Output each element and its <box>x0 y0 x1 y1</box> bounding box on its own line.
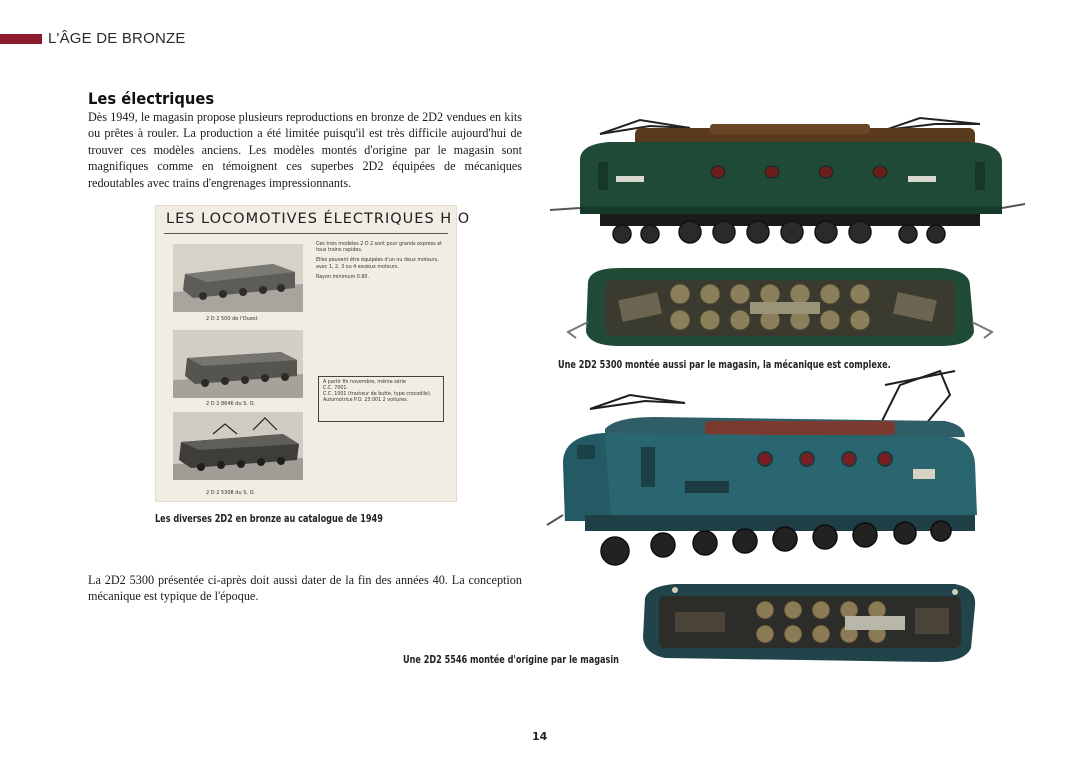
green-locomotive-caption: Une 2D2 5300 montée aussi par le magasin, la mécanique est complexe. <box>558 359 891 371</box>
teal-locomotive-underside-photo <box>635 578 985 666</box>
catalogue-announcement-box <box>318 376 444 422</box>
green-locomotive-underside-photo <box>560 262 1000 354</box>
teal-locomotive-photo <box>545 365 995 575</box>
catalogue-title: LES LOCOMOTIVES ÉLECTRIQUES H O <box>166 211 471 227</box>
catalogue-photo-3 <box>173 412 303 480</box>
page-number: 14 <box>532 730 548 743</box>
catalogue-photo-1 <box>173 244 303 312</box>
teal-locomotive-caption: Une 2D2 5546 montée d'origine par le magasin <box>403 654 619 666</box>
catalogue-description-line: Elles peuvent être équipées d'un ou deux moteurs, avec 1, 2, 3 ou 4 essieux moteurs. <box>316 258 439 270</box>
catalogue-photo-1-caption: 2 D 2 500 de l'Ouest <box>206 316 258 322</box>
catalogue-rule <box>164 233 448 234</box>
catalogue-scan <box>155 205 471 502</box>
catalogue-box-line: Automotrice P.O. 23.001 2 voitures. <box>323 398 409 403</box>
second-paragraph: La 2D2 5300 présentée ci-après doit aussi dater de la fin des années 40. La conception mécanique est typique de l'époque. <box>88 573 522 604</box>
catalogue-caption: Les diverses 2D2 en bronze au catalogue de 1949 <box>155 513 383 525</box>
intro-paragraph: Dès 1949, le magasin propose plusieurs reproductions en bronze de 2D2 vendues en kits ou prêtes à rouler. La production a été limitée puisqu'il est très difficile aujourd'hui de trouver ces modèles anciens. Les modèles montés d'origine par le magasin sont magnifiques comme en témoignent ces superbes 2D2 équipées de mécaniques redoutables avec trains d'engrenages impressionnants. <box>88 110 522 190</box>
catalogue-photo-2-caption: 2 D 2 8646 du S. O. <box>206 401 255 407</box>
catalogue-photo-3-caption: 2 D 2 5308 du S. O. <box>206 490 255 496</box>
section-title: Les électriques <box>88 89 215 108</box>
catalogue-description <box>316 242 444 285</box>
section-accent-bar <box>0 34 42 44</box>
catalogue-photo-2 <box>173 330 303 398</box>
catalogue-description-line: Ces trois modèles 2 D 2 sont pour grands express et tous trains rapides. <box>316 242 443 254</box>
catalogue-box-line: A partir fin novembre, même série <box>323 380 406 385</box>
green-locomotive-photo <box>540 110 1030 255</box>
catalogue-description-line: Rayon minimum 0.90. <box>316 274 369 280</box>
catalogue-box-line: C.C. 1001 (tracteur de butte, type crocodile). <box>323 392 432 397</box>
running-header: L'ÂGE DE BRONZE <box>48 30 186 47</box>
catalogue-box-line: C.C. 7001. <box>323 386 349 391</box>
